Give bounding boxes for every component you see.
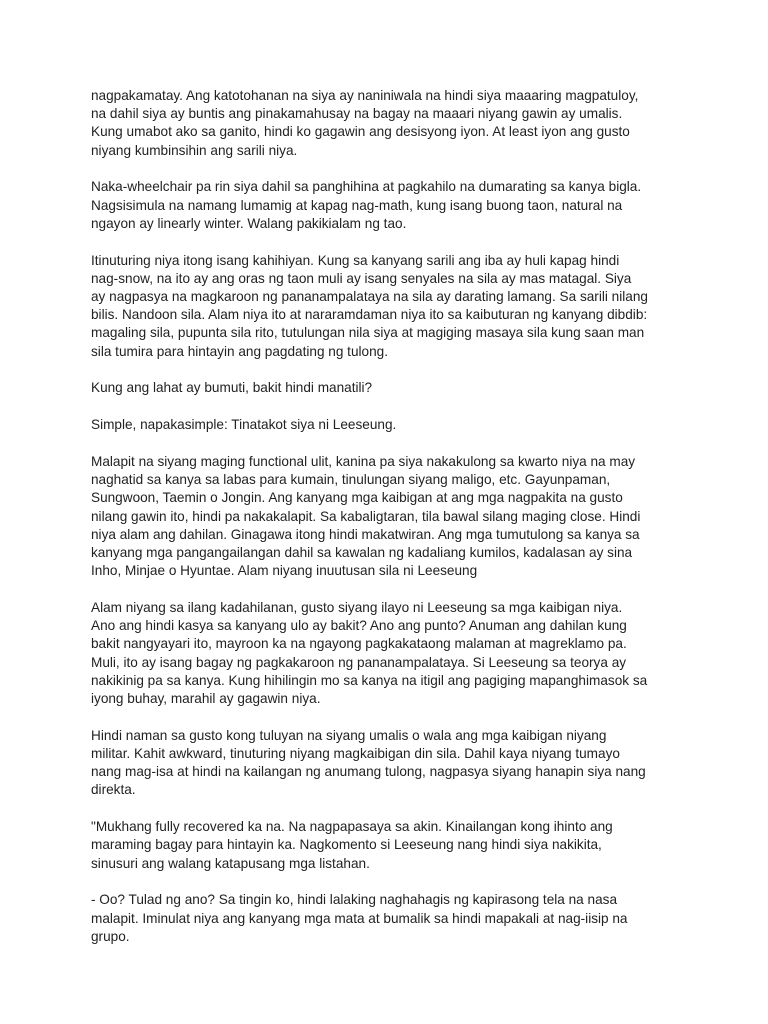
paragraph-2: Naka-wheelchair pa rin siya dahil sa panghihina at pagkahilo na dumarating sa kanya bigla. Nagsisimula na namang lumamig at kapag nag-math, kung isang buong taon, natural na ngayon ay linearly winter. Walang pakikialam ng tao. [91,179,642,231]
paragraph-9: "Mukhang fully recovered ka na. Na nagpapasaya sa akin. Kinailangan kong ihinto ang maraming bagay para hintayin ka. Nagkomento si Leeseung nang hindi siya nakikita, sinusuri ang walang katapusang mga listahan. [91,819,613,871]
paragraph-8: Hindi naman sa gusto kong tuluyan na siyang umalis o wala ang mga kaibigan niyang militar. Kahit awkward, tinuturing niyang magkaibigan din sila. Dahil kaya niyang tumayo nang mag-isa at hindi na kailangan ng anumang tulong, nagpasya siyang hanapin siya nang direkta. [91,727,646,798]
paragraph-10: - Oo? Tulad ng ano? Sa tingin ko, hindi lalaking naghahagis ng kapirasong tela na nasa malapit. Iminulat niya ang kanyang mga mata at bumalik sa hindi mapakali at nag-iisip na grupo. [91,892,628,944]
document-body [91,87,691,965]
paragraph-1: nagpakamatay. Ang katotohanan na siya ay naniniwala na hindi siya maaaring magpatuloy, na dahil siya ay buntis ang pinakamahusay na bagay na maaari niyang gawin ay umalis. Kung umabot ako sa ganito, hindi ko gagawin ang desisyong iyon. At least iyon ang gusto niyang kumbinsihin ang sarili niya. [91,88,639,158]
paragraph-7: Alam niyang sa ilang kadahilanan, gusto siyang ilayo ni Leeseung sa mga kaibigan niya. Ano ang hindi kasya sa kanyang ulo ay bakit? Ano ang punto? Anuman ang dahilan kung bakit nangyayari ito, mayroon ka na ngayong pagkakataong malaman at magreklamo pa. Muli, ito ay isang bagay ng pagkakaroon ng pananampalataya. Si Leeseung sa teorya ay nakikinig pa sa kanya. Kung hihilingin mo sa kanya na itigil ang pagiging mapanghimasok sa iyong buhay, marahil ay gagawin niya. [91,600,648,707]
paragraph-6: Malapit na siyang maging functional ulit, kanina pa siya nakakulong sa kwarto niya na may naghatid sa kanya sa labas para kumain, tinulungan siyang maligo, etc. Gayunpaman, Sungwoon, Taemin o Jongin. Ang kanyang mga kaibigan at ang mga nagpakita na gusto nilang gawin ito, hindi pa nakakalapit. Sa kabaligtaran, tila bawal silang maging close. Hindi niya alam ang dahilan. Ginagawa itong hindi makatwiran. Ang mga tumutulong sa kanya sa kanyang mga pangangailangan dahil sa kawalan ng kadaliang kumilos, kadalasan ay sina Inho, Minjae o Hyuntae. Alam niyang inuutusan sila ni Leeseung [91,454,641,579]
paragraph-5: Simple, napakasimple: Tinatakot siya ni Leeseung. [91,417,397,433]
paragraph-3: Itinuturing niya itong isang kahihiyan. Kung sa kanyang sarili ang iba ay huli kapag hindi nag-snow, na ito ay ang oras ng taon muli ay isang senyales na sila ay mas matagal. Siya ay nagpasya na magkaroon ng pananampalataya na sila ay darating lamang. Sa sarili nilang bilis. Nandoon sila. Alam niya ito at nararamdaman niya ito sa kaibuturan ng kanyang dibdib: magaling sila, pupunta sila rito, tutulungan nila siya at magiging masaya sila kung saan man sila tumira para hintayin ang pagdating ng tulong. [91,252,648,359]
paragraph-4: Kung ang lahat ay bumuti, bakit hindi manatili? [91,380,373,396]
